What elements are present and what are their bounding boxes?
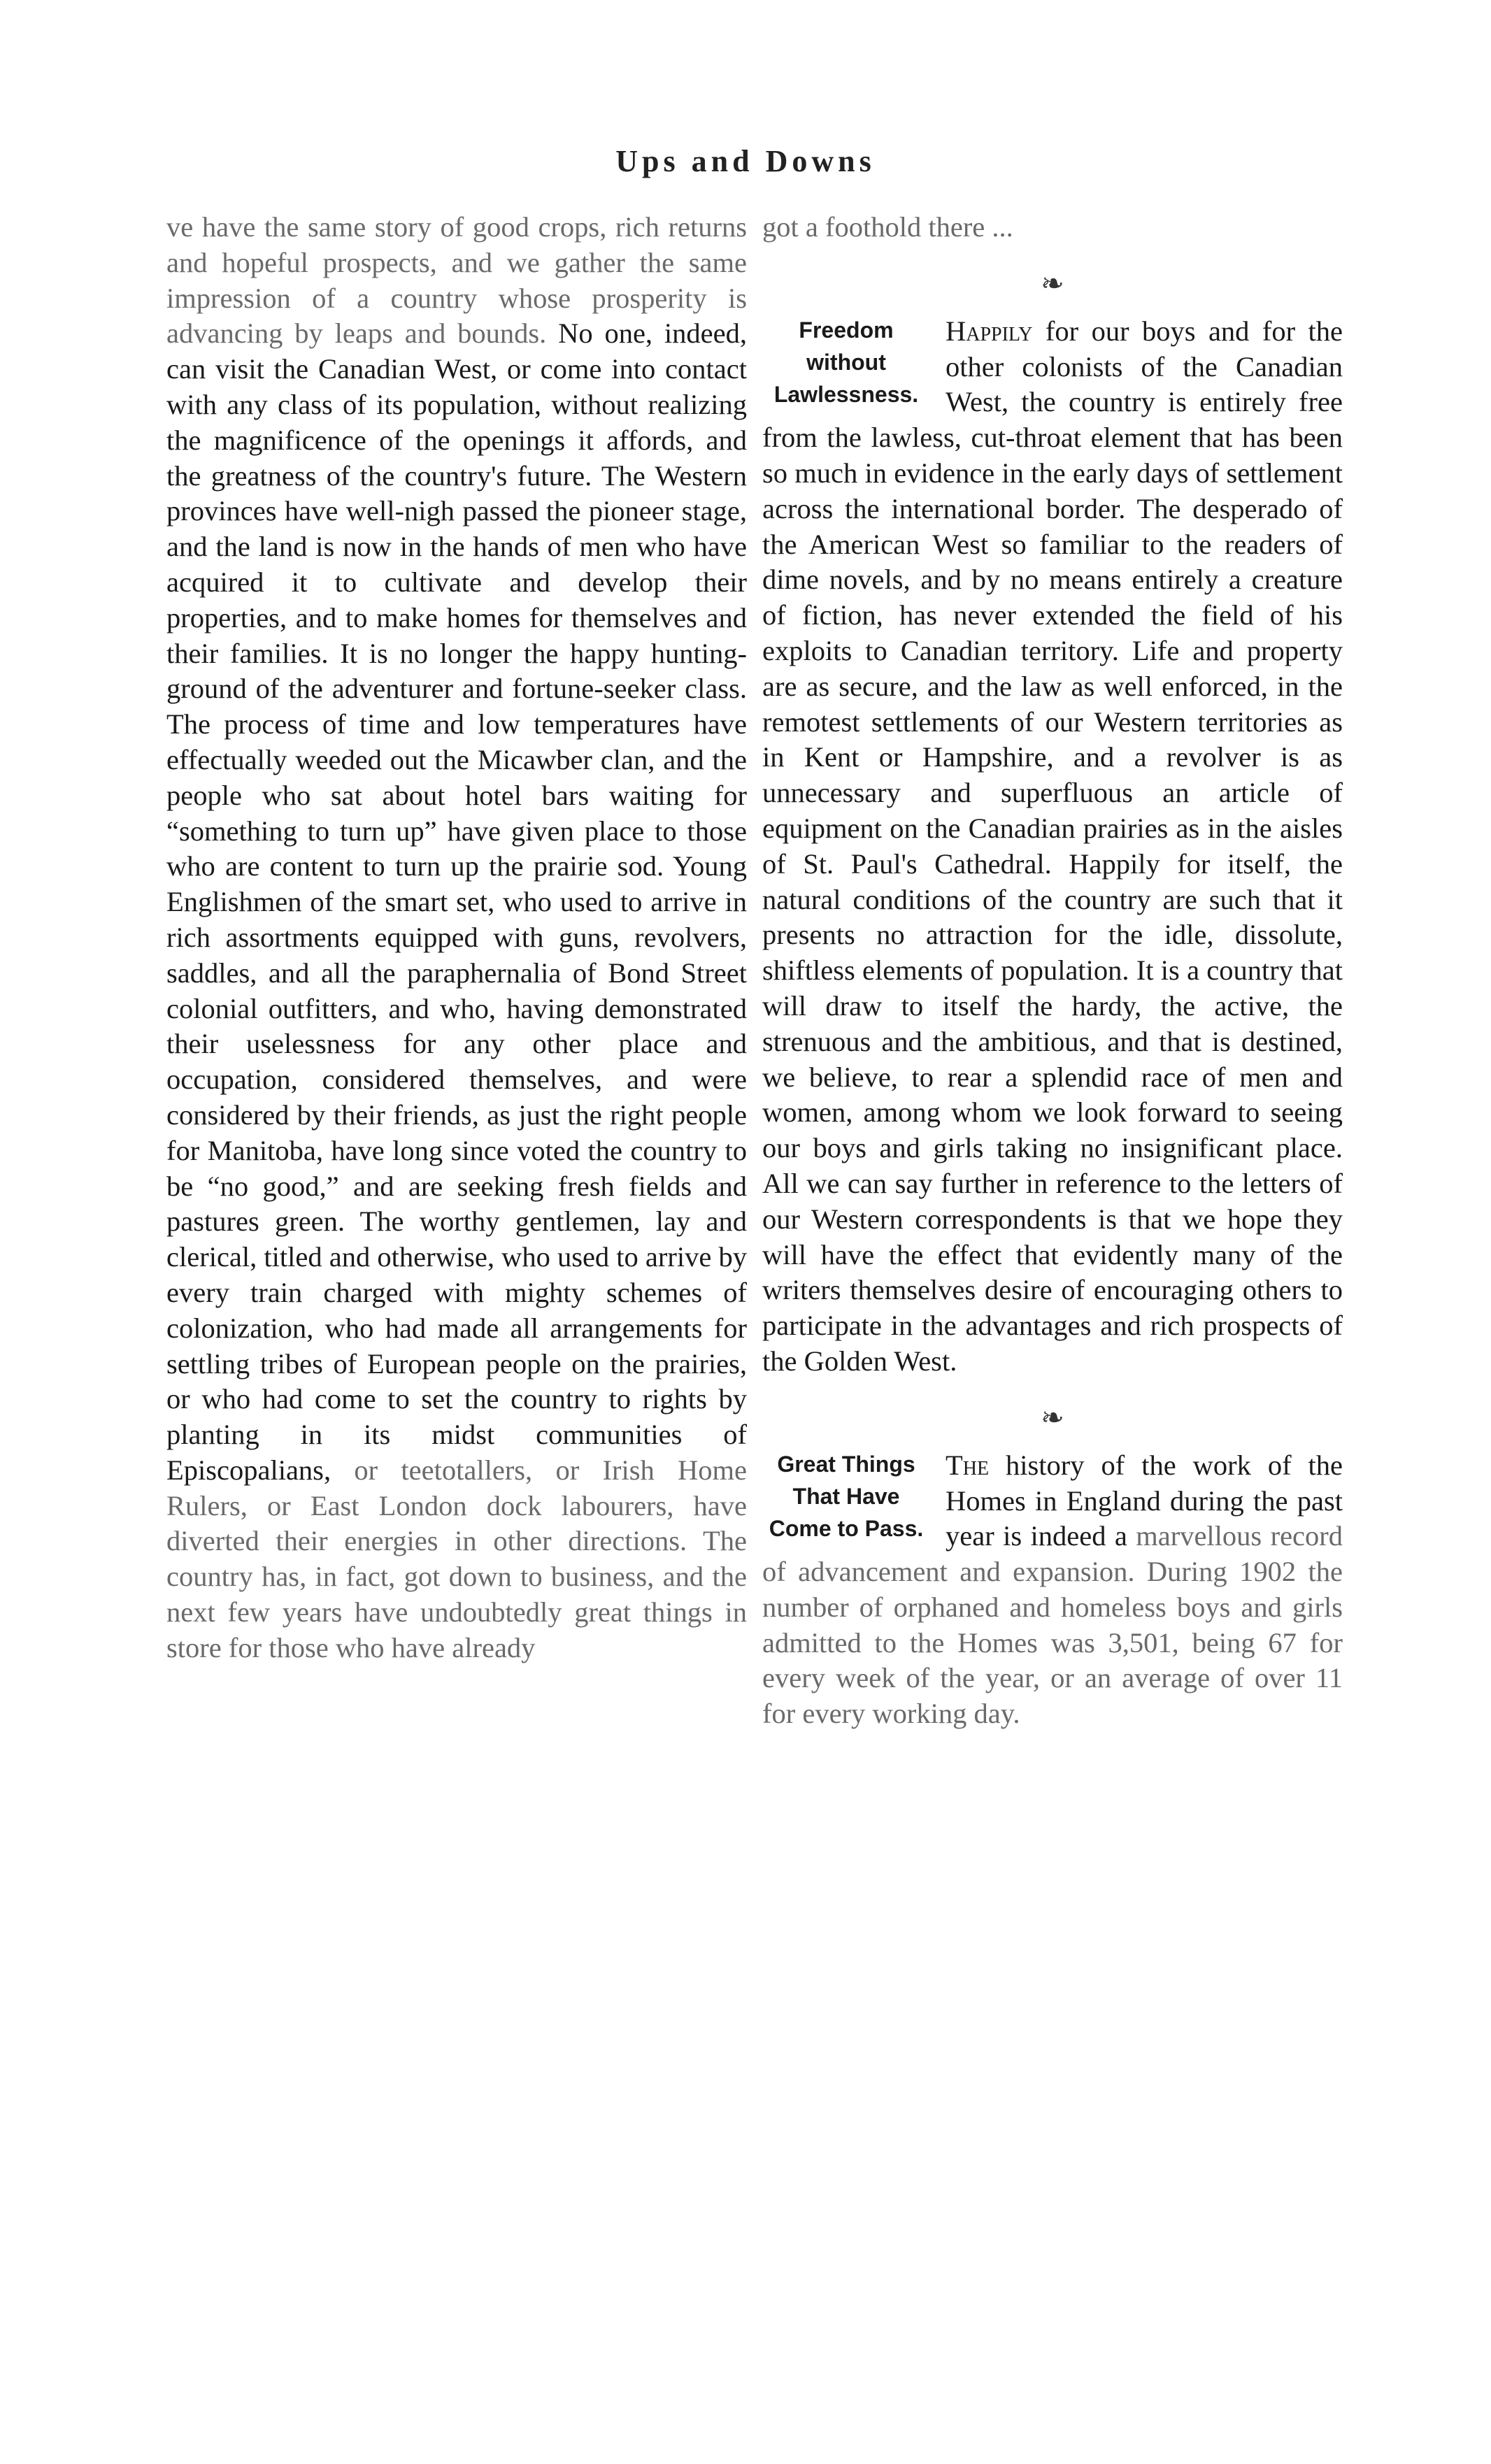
section-body-2: history of the work of the Homes in England during the past year is indeed a	[946, 1449, 1343, 1552]
left-column	[166, 210, 747, 1666]
left-column-text	[166, 210, 747, 1666]
section-body: for our boys and for the other colonists of the Canadian West, the country is entirely free from the lawless, cut-throat element that has been so much in evidence in the early days of settlement across the international border. The desperado of the American West so familiar to the readers of dime novels, and by no means entirely a creature of fiction, has never extended the field of his exploits to Canadian territory. Life and property are as secure, and the law as well enforced, in the remotest settlements of our Western territories as in Kent or Hampshire, and a revolver is as unnecessary and superfluous an article of equipment on the Canadian prairies as in the aisles of St. Paul's Cathedral. Happily for itself, the natural conditions of the country are such that it presents no attraction for the idle, dissolute, shiftless elements of population. It is a country that will draw to itself the hardy, the active, the strenuous and the ambitious, and that is destined, we believe, to rear a splendid race of men and women, among whom we look forward to seeing our boys and girls taking no insignificant place. All we can say further in reference to the letters of our Western correspondents is that we hope they will have the effect that evidently many of the writers themselves desire of encouraging others to participate in the advantages and rich prospects of the Golden West.	[762, 315, 1343, 1377]
lead-word-2: The	[946, 1449, 990, 1481]
section-freedom	[762, 314, 1343, 1380]
lead-word: Happily	[946, 315, 1033, 347]
left-faded-bottom: or teetotallers, or Irish Home Rulers, or East London dock labourers, have diverted their energies in other directions. The country has, in fact, got down to business, and the next few years have undoubtedly great things in store for those who have already	[166, 1454, 747, 1663]
ornament-icon-2: ❧	[1041, 1401, 1064, 1433]
right-column	[762, 210, 1343, 1732]
section-text	[762, 314, 1343, 1380]
section-body-2-faded: marvellous record of advancement and expansion. During 1902 the number of orphaned and homeless boys and girls admitted to the Homes was 3,501, being 67 for every week of the year, or an average of over 11 for every working day.	[762, 1520, 1343, 1730]
ornament-icon: ❧	[1041, 267, 1064, 299]
section-heading-2: Great Things That Have Come to Pass.	[769, 1451, 924, 1541]
section-great-things	[762, 1448, 1343, 1732]
running-header: Ups and Downs	[615, 144, 876, 178]
section-heading: Freedom without Lawlessness.	[773, 317, 919, 407]
left-faded-top: ve have the same story of good crops, rich returns and hopeful prospects, and we gather the same impression of a country whose prosperity is advancing by leaps and bounds.	[166, 211, 747, 350]
right-faded-top: got a foothold there ...	[762, 211, 1013, 243]
left-body: No one, indeed, can visit the Canadian West, or come into contact with any class of its population, without realizing the magnificence of the openings it affords, and the greatness of the country's future. The Western provinces have well-nigh passed the pioneer stage, and the land is now in the hands of men who have acquired it to cultivate and develop their properties, and to make homes for themselves and their families. It is no longer the happy hunting-ground of the adventurer and fortune-seeker class. The process of time and low temperatures have effectually weeded out the Micawber clan, and the people who sat about hotel bars waiting for “something to turn up” have given place to those who are content to turn up the prairie sod. Young Englishmen of the smart set, who used to arrive in rich assortments equipped with guns, revolvers, saddles, and all the paraphernalia of Bond Street colonial outfitters, and who, having demonstrated their uselessness for any other place and occupation, considered themselves, and were considered by their friends, as just the right people for Manitoba, have long since voted the country to be “no good,” and are seeking fresh fields and pastures green. The worthy gentlemen, lay and clerical, titled and otherwise, who used to arrive by every train charged with mighty schemes of colonization, who had made all arrangements for settling tribes of European people on the prairies, or who had come to set the country to rights by planting in its midst communities of Episcopalians,	[166, 317, 747, 1486]
